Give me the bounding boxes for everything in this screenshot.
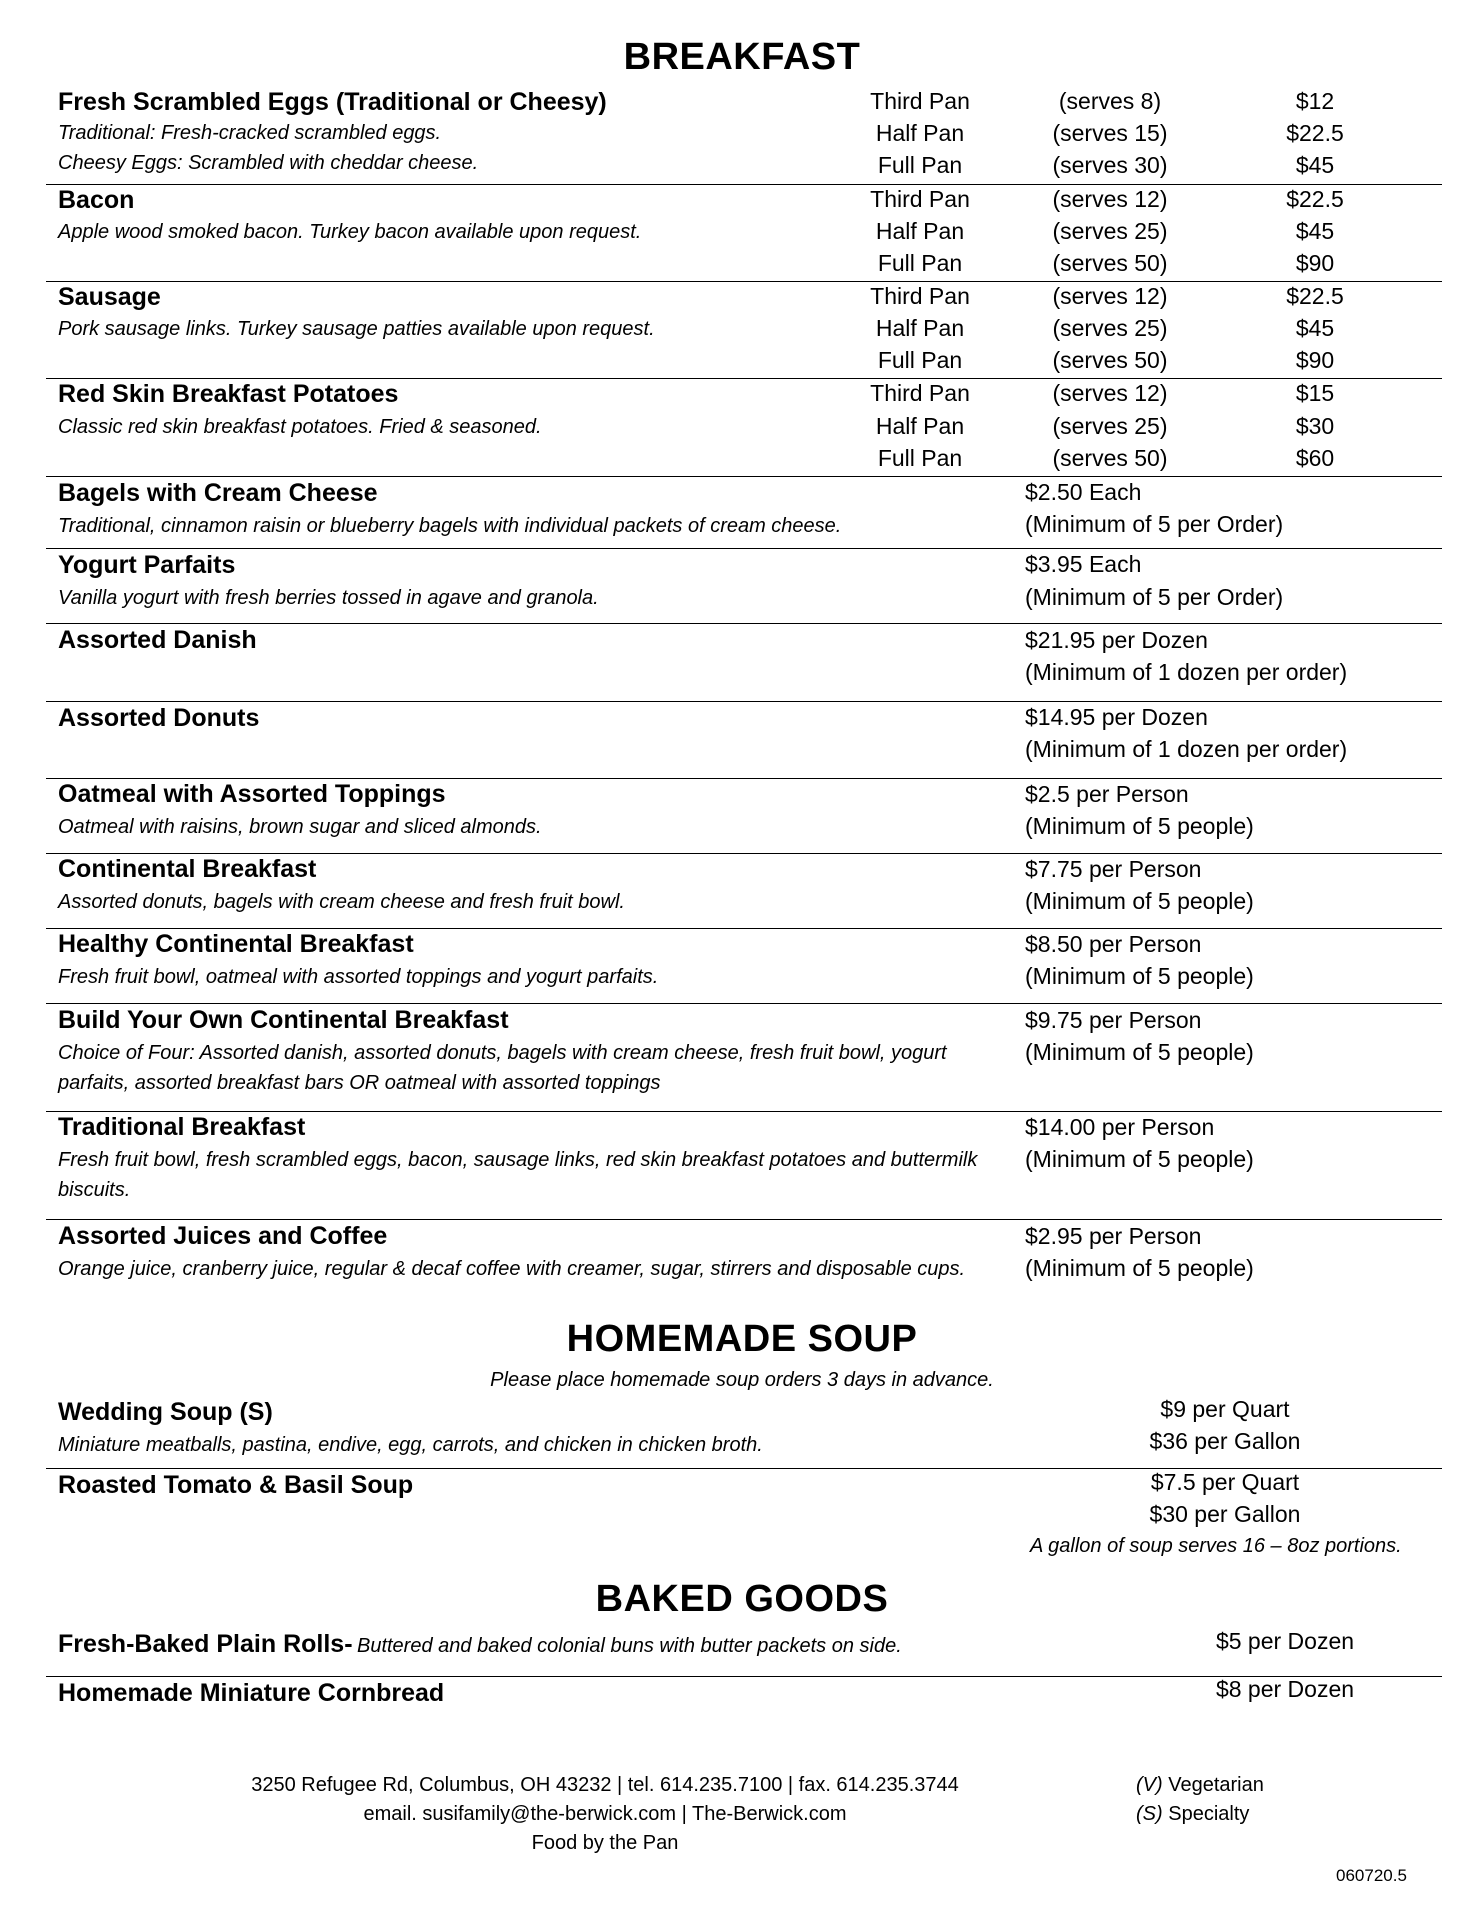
item-desc: Miniature meatballs, pastina, endive, egg, carrots, and chicken in chicken broth. bbox=[58, 1434, 763, 1456]
item-name: Sausage bbox=[58, 283, 161, 311]
item-price: $5 per Dozen bbox=[1215, 1628, 1355, 1654]
item-price: $2.50 Each bbox=[1025, 479, 1142, 505]
divider bbox=[46, 548, 1442, 549]
item-minimum: (Minimum of 5 people) bbox=[1025, 1039, 1254, 1065]
baked-heading: BAKED GOODS bbox=[595, 1578, 889, 1620]
item-price: $21.95 per Dozen bbox=[1025, 627, 1208, 653]
document-code: 060720.5 bbox=[1336, 1866, 1407, 1885]
item-desc: Buttered and baked colonial buns with butter packets on side. bbox=[356, 1635, 902, 1657]
serves: (serves 25) bbox=[1052, 413, 1168, 439]
serves: (serves 25) bbox=[1052, 218, 1168, 244]
pan-size: Third Pan bbox=[870, 88, 970, 114]
pan-size: Half Pan bbox=[875, 218, 965, 244]
item-desc: Oatmeal with raisins, brown sugar and sliced almonds. bbox=[58, 816, 542, 838]
item-desc: Assorted donuts, bagels with cream cheese and fresh fruit bowl. bbox=[58, 891, 625, 913]
item-price: $8 per Dozen bbox=[1215, 1676, 1355, 1702]
price: $45 bbox=[1295, 218, 1335, 244]
item-name: Roasted Tomato & Basil Soup bbox=[58, 1471, 414, 1499]
item-name: Yogurt Parfaits bbox=[58, 551, 236, 579]
item-name: Build Your Own Continental Breakfast bbox=[58, 1006, 509, 1034]
item-price: $3.95 Each bbox=[1025, 551, 1142, 577]
pan-size: Full Pan bbox=[877, 347, 963, 373]
item-desc: Fresh fruit bowl, fresh scrambled eggs, bacon, sausage links, red skin breakfast potatoes and buttermilk biscuits. bbox=[58, 1149, 978, 1201]
item-price: $8.50 per Person bbox=[1025, 931, 1202, 957]
item-name: Assorted Danish bbox=[58, 626, 257, 654]
price: $22.5 bbox=[1286, 283, 1344, 309]
divider bbox=[46, 1219, 1442, 1220]
item-price: $14.95 per Dozen bbox=[1025, 704, 1208, 730]
legend-label: Specialty bbox=[1168, 1803, 1250, 1825]
pan-size: Half Pan bbox=[875, 120, 965, 146]
item-desc: Pork sausage links. Turkey sausage patties available upon request. bbox=[58, 318, 655, 340]
item-name: Healthy Continental Breakfast bbox=[58, 930, 414, 958]
price: $30 bbox=[1295, 413, 1335, 439]
gallon-price: $36 per Gallon bbox=[1149, 1428, 1301, 1454]
item-minimum: (Minimum of 5 per Order) bbox=[1025, 584, 1284, 610]
serves: (serves 15) bbox=[1052, 120, 1168, 146]
item-desc: Vanilla yogurt with fresh berries tossed in agave and granola. bbox=[58, 587, 599, 609]
price: $45 bbox=[1295, 152, 1335, 178]
item-desc: Orange juice, cranberry juice, regular & decaf coffee with creamer, sugar, stirrers and disposable cups. bbox=[58, 1258, 966, 1280]
serves: (serves 25) bbox=[1052, 315, 1168, 341]
quart-price: $9 per Quart bbox=[1160, 1396, 1290, 1422]
price: $60 bbox=[1295, 445, 1335, 471]
serves: (serves 50) bbox=[1052, 347, 1168, 373]
baked-item-row bbox=[58, 1630, 902, 1659]
breakfast-heading: BREAKFAST bbox=[623, 36, 861, 78]
pan-size: Third Pan bbox=[870, 283, 970, 309]
item-name: Fresh-Baked Plain Rolls- bbox=[58, 1630, 353, 1658]
item-name: Assorted Donuts bbox=[58, 704, 260, 732]
gallon-price: $30 per Gallon bbox=[1149, 1501, 1301, 1527]
legend-specialty bbox=[1136, 1803, 1249, 1826]
item-desc: Traditional: Fresh-cracked scrambled eggs. bbox=[58, 122, 442, 144]
item-minimum: (Minimum of 5 people) bbox=[1025, 888, 1254, 914]
soup-note: A gallon of soup serves 16 – 8oz portions. bbox=[1030, 1535, 1402, 1557]
pan-size: Third Pan bbox=[870, 380, 970, 406]
item-desc: Choice of Four: Assorted danish, assorted donuts, bagels with cream cheese, fresh fruit bowl, yogurt parfaits, assorted breakfast bars OR oatmeal with assorted toppings bbox=[58, 1042, 947, 1094]
item-desc: Classic red skin breakfast potatoes. Fried & seasoned. bbox=[58, 416, 542, 438]
item-name: Wedding Soup (S) bbox=[58, 1398, 273, 1426]
price: $90 bbox=[1295, 347, 1335, 373]
legend-code: (S) bbox=[1136, 1803, 1163, 1825]
item-name: Oatmeal with Assorted Toppings bbox=[58, 780, 446, 808]
item-desc: Apple wood smoked bacon. Turkey bacon available upon request. bbox=[58, 221, 642, 243]
divider bbox=[46, 928, 1442, 929]
price: $22.5 bbox=[1286, 186, 1344, 212]
pan-size: Third Pan bbox=[870, 186, 970, 212]
divider bbox=[46, 623, 1442, 624]
divider bbox=[46, 184, 1442, 185]
legend-code: (V) bbox=[1136, 1774, 1163, 1796]
pan-size: Full Pan bbox=[877, 152, 963, 178]
pan-size: Full Pan bbox=[877, 445, 963, 471]
serves: (serves 50) bbox=[1052, 250, 1168, 276]
price: $12 bbox=[1295, 88, 1335, 114]
divider bbox=[46, 378, 1442, 379]
price: $22.5 bbox=[1286, 120, 1344, 146]
price: $15 bbox=[1295, 380, 1335, 406]
footer-contact: email. susifamily@the-berwick.com | The-Berwick.com bbox=[363, 1803, 847, 1825]
item-price: $9.75 per Person bbox=[1025, 1007, 1202, 1033]
item-name: Red Skin Breakfast Potatoes bbox=[58, 380, 399, 408]
divider bbox=[46, 476, 1442, 477]
item-minimum: (Minimum of 5 people) bbox=[1025, 813, 1254, 839]
serves: (serves 12) bbox=[1052, 186, 1168, 212]
divider bbox=[46, 853, 1442, 854]
item-price: $14.00 per Person bbox=[1025, 1114, 1215, 1140]
item-price: $7.75 per Person bbox=[1025, 856, 1202, 882]
price: $45 bbox=[1295, 315, 1335, 341]
serves: (serves 30) bbox=[1052, 152, 1168, 178]
item-minimum: (Minimum of 1 dozen per order) bbox=[1025, 659, 1348, 685]
item-name: Homemade Miniature Cornbread bbox=[58, 1679, 445, 1707]
item-minimum: (Minimum of 5 people) bbox=[1025, 963, 1254, 989]
price: $90 bbox=[1295, 250, 1335, 276]
pan-size: Half Pan bbox=[875, 413, 965, 439]
item-name: Bagels with Cream Cheese bbox=[58, 479, 378, 507]
item-minimum: (Minimum of 5 people) bbox=[1025, 1255, 1254, 1281]
footer-tagline: Food by the Pan bbox=[531, 1832, 679, 1854]
serves: (serves 50) bbox=[1052, 445, 1168, 471]
divider bbox=[46, 778, 1442, 779]
serves: (serves 12) bbox=[1052, 380, 1168, 406]
item-name: Continental Breakfast bbox=[58, 855, 317, 883]
divider bbox=[46, 701, 1442, 702]
item-name: Assorted Juices and Coffee bbox=[58, 1222, 388, 1250]
footer-address: 3250 Refugee Rd, Columbus, OH 43232 | tel. 614.235.7100 | fax. 614.235.3744 bbox=[251, 1774, 959, 1796]
item-name: Fresh Scrambled Eggs (Traditional or Cheesy) bbox=[58, 88, 607, 116]
quart-price: $7.5 per Quart bbox=[1150, 1469, 1300, 1495]
item-price: $2.5 per Person bbox=[1025, 781, 1189, 807]
item-minimum: (Minimum of 5 per Order) bbox=[1025, 511, 1284, 537]
legend-vegetarian bbox=[1136, 1774, 1264, 1797]
divider bbox=[46, 1111, 1442, 1112]
item-minimum: (Minimum of 5 people) bbox=[1025, 1146, 1254, 1172]
item-name: Traditional Breakfast bbox=[58, 1113, 306, 1141]
pan-size: Full Pan bbox=[877, 250, 963, 276]
soup-heading: HOMEMADE SOUP bbox=[566, 1318, 918, 1360]
serves: (serves 12) bbox=[1052, 283, 1168, 309]
item-minimum: (Minimum of 1 dozen per order) bbox=[1025, 736, 1348, 762]
item-desc: Traditional, cinnamon raisin or blueberry bagels with individual packets of cream cheese. bbox=[58, 515, 842, 537]
item-desc: Fresh fruit bowl, oatmeal with assorted toppings and yogurt parfaits. bbox=[58, 966, 659, 988]
soup-subtitle: Please place homemade soup orders 3 days in advance. bbox=[490, 1369, 994, 1391]
item-desc: Cheesy Eggs: Scrambled with cheddar cheese. bbox=[58, 152, 479, 174]
item-price: $2.95 per Person bbox=[1025, 1223, 1202, 1249]
item-name: Bacon bbox=[58, 186, 135, 214]
divider bbox=[46, 1003, 1442, 1004]
serves: (serves 8) bbox=[1058, 88, 1162, 114]
divider bbox=[46, 281, 1442, 282]
pan-size: Half Pan bbox=[875, 315, 965, 341]
legend-label: Vegetarian bbox=[1168, 1774, 1264, 1796]
